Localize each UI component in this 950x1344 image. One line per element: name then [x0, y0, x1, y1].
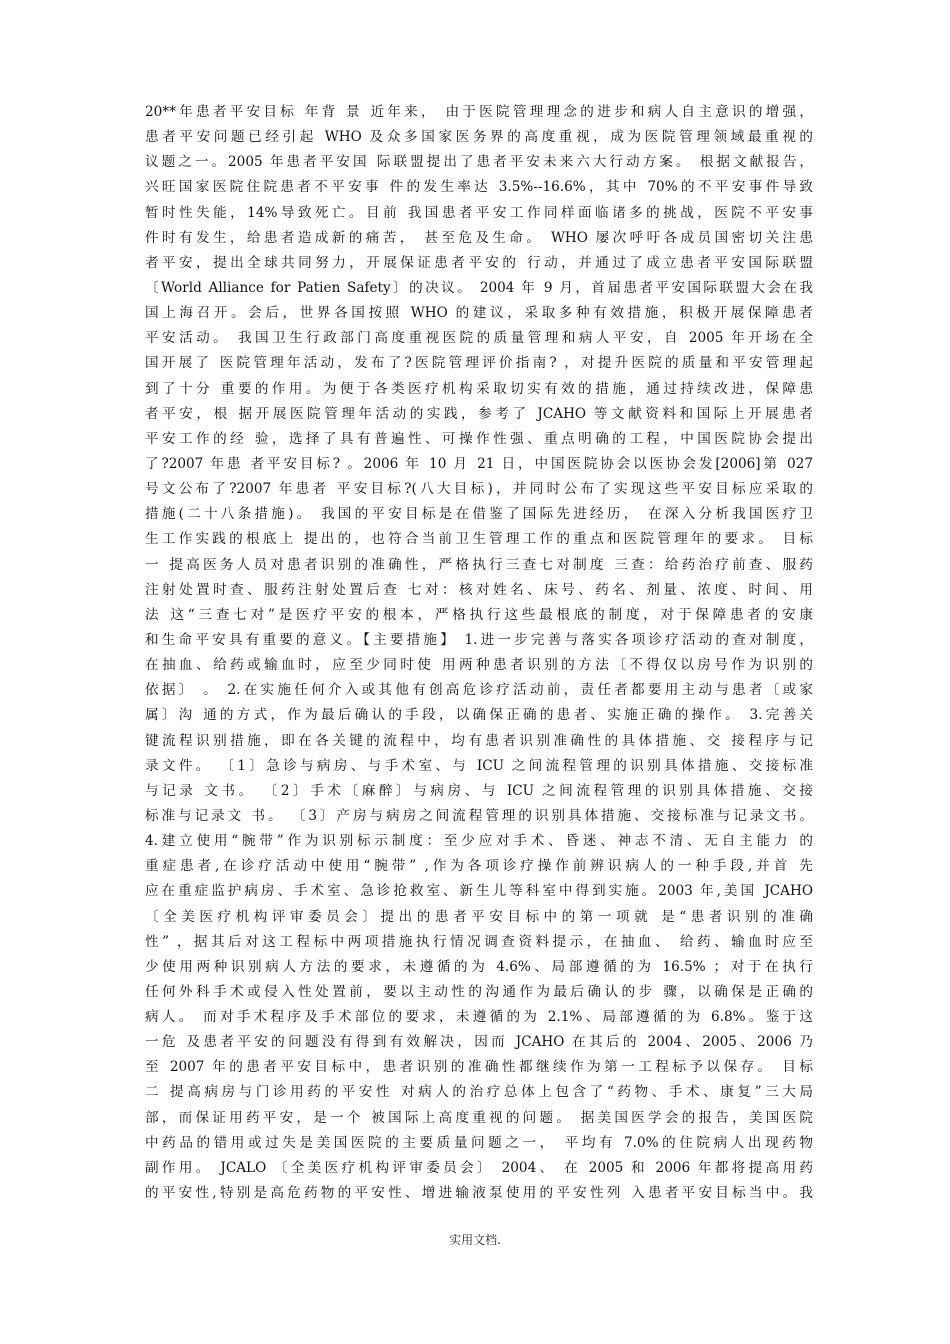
text-line: 少使用两种识别病人方法的要求，未遵循的为 4.6%、局部遵循的为 16.5% ；对于在执行: [145, 958, 813, 975]
text-line: 措施(二十八条措施)。 我国的平安目标是在借鉴了国际先进经历， 在深入分析我国医疗卫: [145, 506, 813, 523]
text-line: 病人。 而对手术程序及手术部位的要求，未遵循的为 2.1%、局部遵循的为 6.8%。鉴于这: [145, 1009, 813, 1026]
text-line: 中药品的错用或过失是美国医院的主要质量问题之一， 平均有 7.0%的住院病人出现药物: [145, 1134, 813, 1151]
text-line: 重症患者,在诊疗活动中使用“腕带” ,作为各项诊疗操作前辨识病人的一种手段,并首 先: [145, 858, 813, 875]
text-line: 〔World Alliance for Patien Safety〕的决议。 2004 年 9 月，首届患者平安国际联盟大会在我: [145, 279, 813, 296]
text-line: 到了十分 重要的作用。为便于各类医疗机构采取切实有效的措施，通过持续改进，保障患: [145, 380, 813, 397]
text-line: 生工作实践的根底上 提出的，也符合当前卫生管理工作的重点和医院管理年的要求。 目标: [145, 531, 813, 548]
page-footer: 实用文档.: [449, 1233, 501, 1247]
text-line: 者平安，根 据开展医院管理年活动的实践，参考了 JCAHO 等文献资料和国际上开展患者: [145, 405, 813, 422]
text-line: 国上海召开。会后，世界各国按照 WHO 的建议，采取多种有效措施，积极开展保障患者: [145, 305, 813, 322]
text-line: 应在重症监护病房、手术室、急诊抢救室、新生儿等科室中得到实施。2003 年,美国 JCAHO: [145, 883, 813, 900]
text-line: 号文公布了?2007 年患者 平安目标?(八大目标)，并同时公布了实现这些平安目标应采取的: [145, 481, 813, 498]
text-line: 性” ，据其后对这工程标中两项措施执行情况调查资料提示，在抽血、 给药、输血时应至: [145, 933, 813, 950]
text-line: 一 提高医务人员对患者识别的准确性，严格执行三查七对制度 三查：给药治疗前查、服药: [145, 556, 813, 573]
text-line: 国开展了 医院管理年活动，发布了?医院管理评价指南? ，对提升医院的质量和平安管理起: [145, 355, 813, 372]
text-line: 件时有发生，给患者造成新的痛苦， 甚至危及生命。 WHO 屡次呼吁各成员国密切关注患: [145, 229, 813, 246]
text-line: 录文件。 〔1〕急诊与病房、与手术室、与 ICU 之间流程管理的识别具体措施、交接标准: [145, 757, 813, 774]
text-line: 一危 及患者平安的问题没有得到有效解决，因而 JCAHO 在其后的 2004、2005、2006 乃: [145, 1034, 813, 1051]
text-line: 二 提高病房与门诊用药的平安性 对病人的治疗总体上包含了“药物、手术、康复”三大局: [145, 1084, 813, 1101]
text-line: 平安活动。 我国卫生行政部门高度重视医院的质量管理和病人平安，自 2005 年开场在全: [145, 330, 813, 347]
text-line: 的平安性,特别是高危药物的平安性、增进输液泵使用的平安性列 入患者平安目标当中。我: [145, 1185, 813, 1202]
text-line: 依据〕 。 2.在实施任何介入或其他有创高危诊疗活动前，责任者都要用主动与患者〔或家: [145, 682, 813, 699]
text-line: 20**年患者平安目标 年背 景 近年来， 由于医院管理理念的进步和病人自主意识的增强，: [145, 104, 813, 120]
text-line: 标准与记录文 书。 〔3〕产房与病房之间流程管理的识别具体措施、交接标准与记录文书。: [145, 807, 813, 824]
text-line: 和生命平安具有重要的意义。【主要措施】 1.进一步完善与落实各项诊疗活动的查对制度，: [145, 631, 813, 648]
text-line: 平安工作的经 验，选择了具有普遍性、可操作性强、重点明确的工程，中国医院协会提出: [145, 430, 813, 447]
text-line: 了?2007 年患 者平安目标? 。2006 年 10 月 21 日，中国医院协会以医协会发[2006]第 027: [145, 455, 813, 472]
text-line: 与记录 文书。 〔2〕手术〔麻醉〕与病房、与 ICU 之间流程管理的识别具体措施、交接: [145, 782, 813, 799]
text-line: 者平安，提出全球共同努力，开展保证患者平安的 行动，并通过了成立患者平安国际联盟: [145, 254, 813, 271]
text-line: 键流程识别措施，即在各关键的流程中，均有患者识别准确性的具体措施、交 接程序与记: [145, 732, 813, 749]
text-line: 注射处置时查、服药注射处置后查 七对：核对姓名、床号、药名、剂量、浓度、时间、用: [145, 581, 813, 598]
text-line: 部，而保证用药平安，是一个 被国际上高度重视的问题。 据美国医学会的报告，美国医院: [145, 1109, 813, 1126]
text-line: 4.建立使用“腕带”作为识别标示制度：至少应对手术、昏迷、神志不清、无自主能力 的: [145, 833, 813, 850]
text-line: 患者平安问题已经引起 WHO 及众多国家医务界的高度重视，成为医院管理领域最重视的: [145, 129, 813, 146]
text-line: 兴旺国家医院住院患者不平安事 件的发生率达 3.5%--16.6%，其中 70%的不平安事件导致: [145, 179, 813, 196]
text-line: 任何外科手术或侵入性处置前，要以主动性的沟通作为最后确认的步 骤，以确保是正确的: [145, 983, 813, 1000]
text-line: 法 这“三查七对”是医疗平安的根本，严格执行这些最根底的制度，对于保障患者的安康: [145, 606, 813, 623]
body-text: [145, 100, 813, 1206]
text-line: 至 2007 年的患者平安目标中，患者识别的准确性都继续作为第一工程标予以保存。 目标: [145, 1059, 813, 1076]
text-line: 在抽血、给药或输血时，应至少同时使 用两种患者识别的方法〔不得仅以房号作为识别的: [145, 657, 813, 674]
text-line: 副作用。 JCALO 〔全美医疗机构评审委员会〕 2004、 在 2005 和 2006 年都将提高用药: [145, 1159, 813, 1176]
text-line: 暂时性失能，14%导致死亡。目前 我国患者平安工作同样面临诸多的挑战，医院不平安事: [145, 204, 813, 221]
text-line: 属〕沟 通的方式，作为最后确认的手段，以确保正确的患者、实施正确的操作。 3.完善关: [145, 707, 813, 724]
text-line: 议题之一。2005 年患者平安国 际联盟提出了患者平安未来六大行动方案。 根据文献报告，: [145, 154, 813, 171]
text-line: 〔全美医疗机构评审委员会〕提出的患者平安目标中的第一项就 是“患者识别的准确: [145, 908, 813, 925]
